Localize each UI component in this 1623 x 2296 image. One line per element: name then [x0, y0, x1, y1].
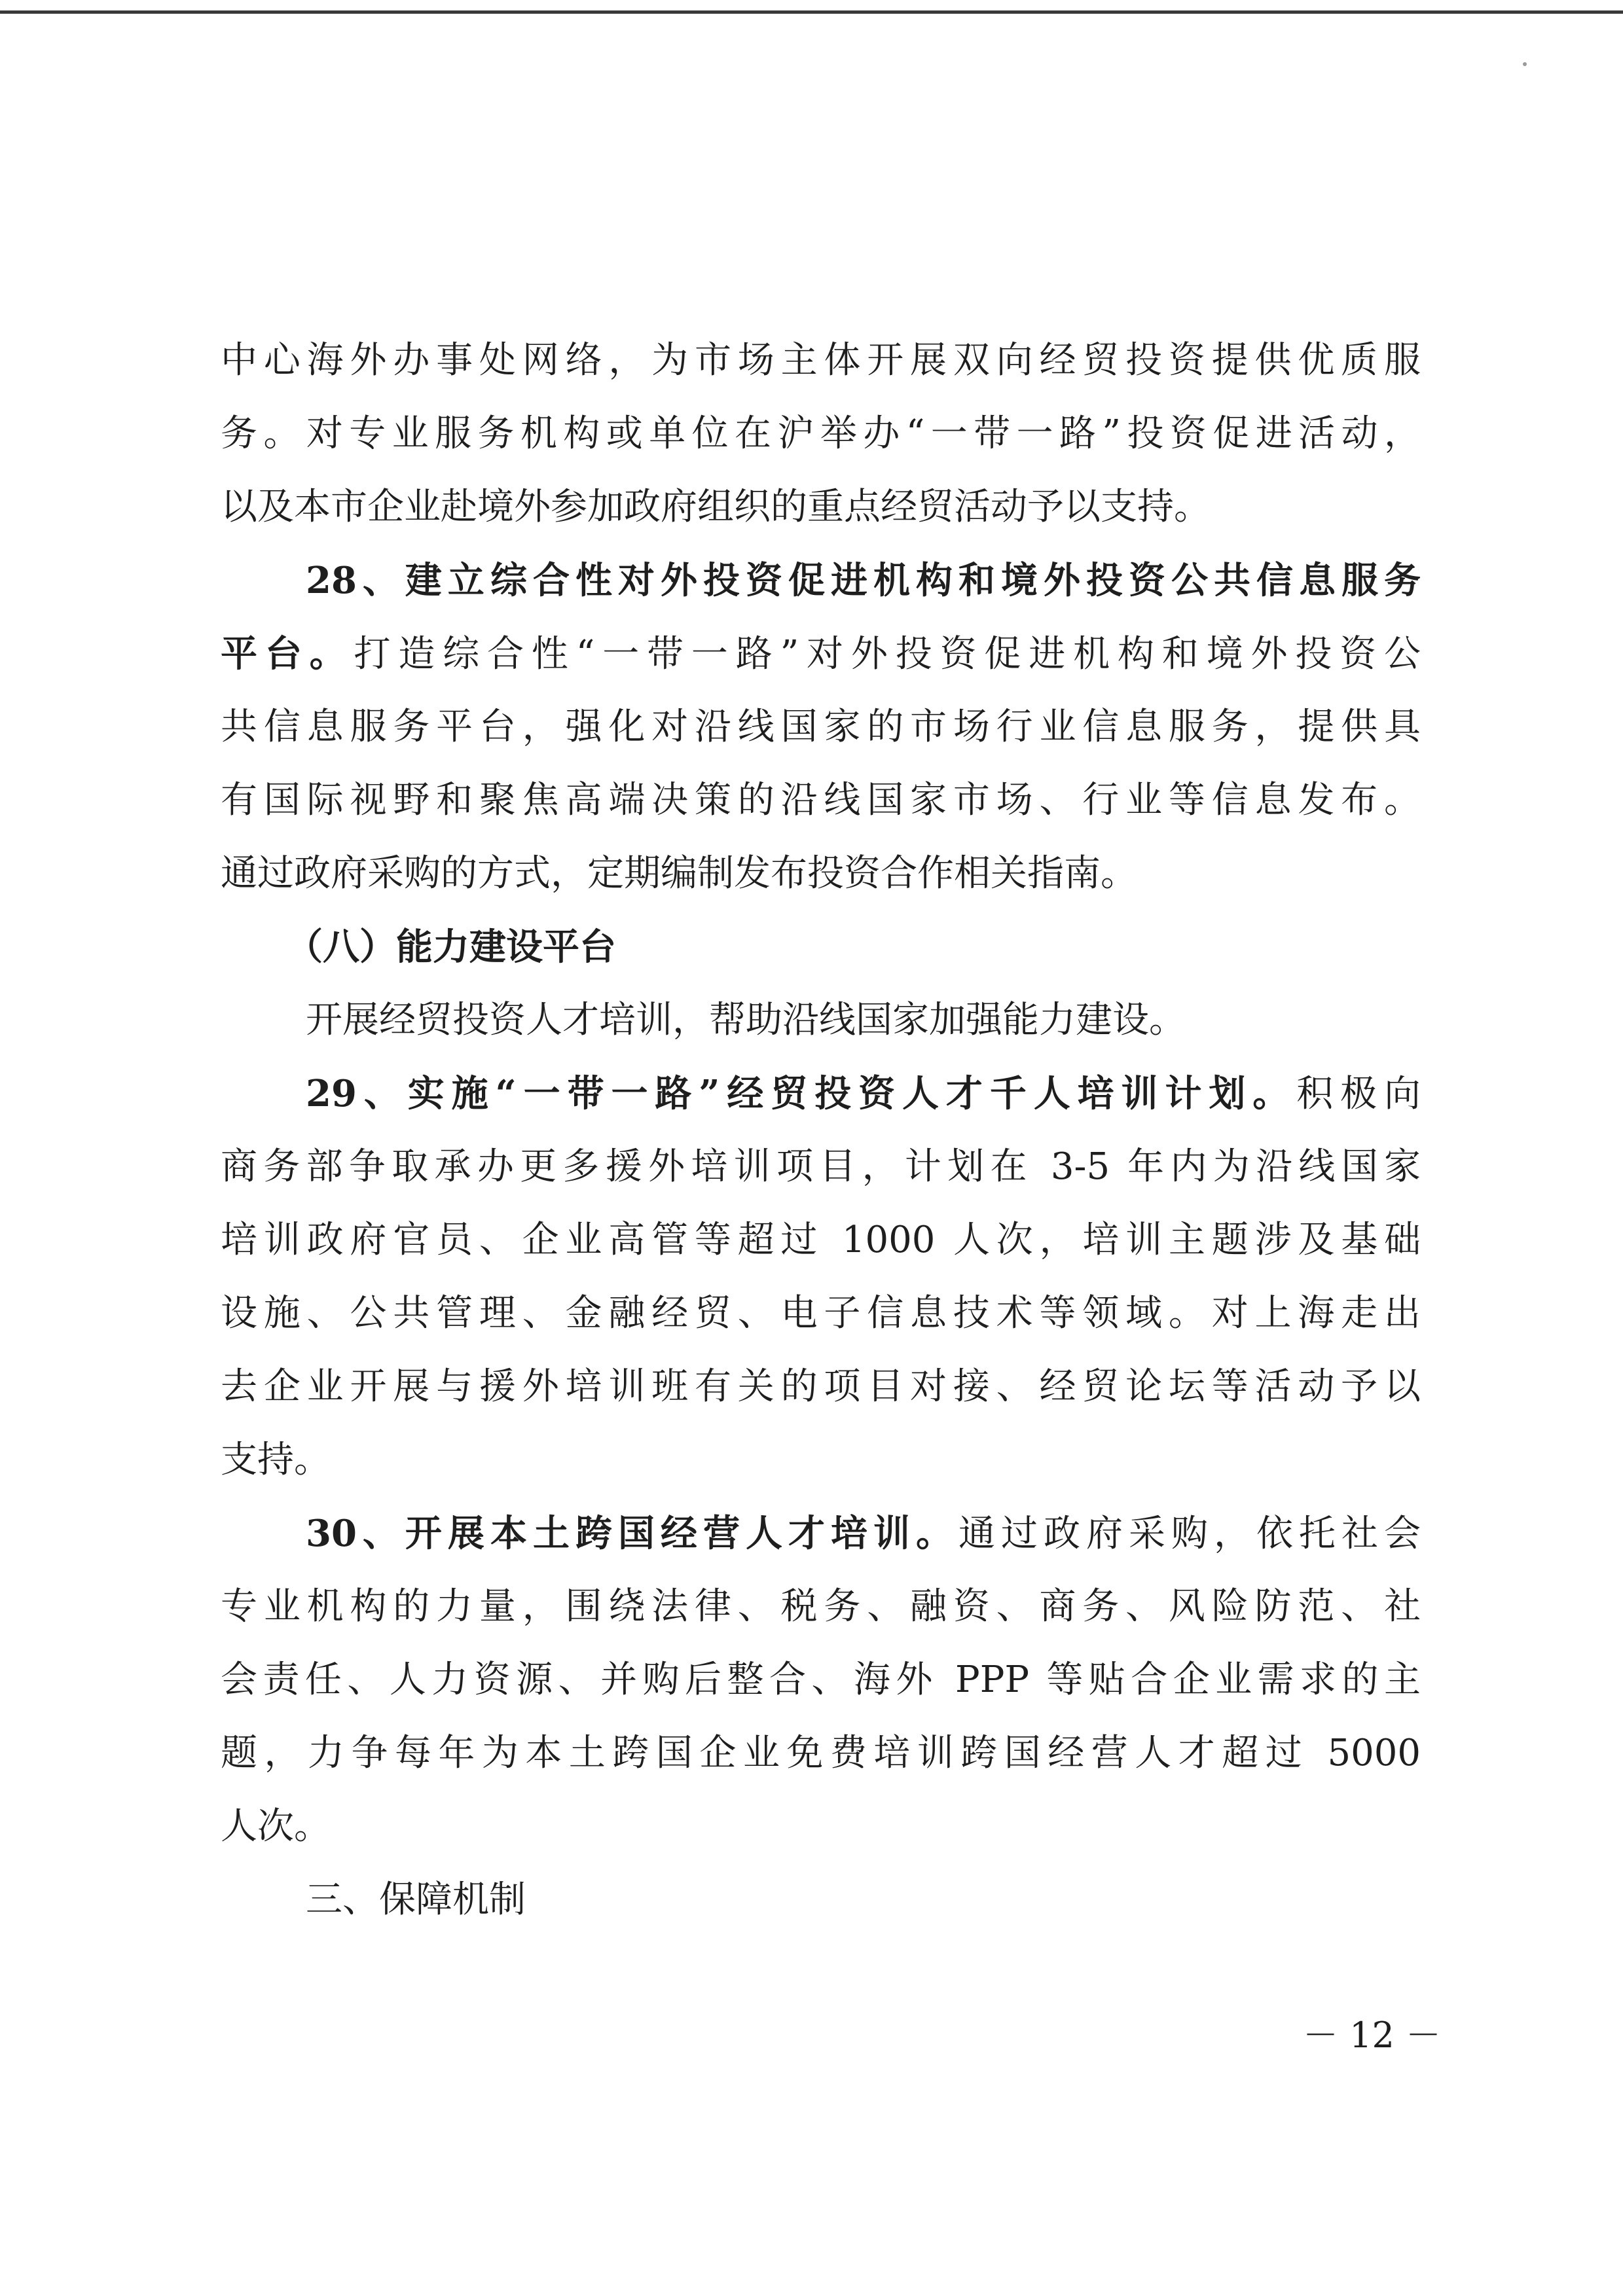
item-29-heading: 29、实施“一带一路”经贸投资人才千人培训计划。 — [306, 1072, 1297, 1115]
text-run: 专业机构的力量，围绕法律、税务、融资、商务、风险防范、社 — [221, 1585, 1421, 1628]
item-30-heading: 30、开展本土跨国经营人才培训。 — [306, 1512, 958, 1555]
text-run: 培训政府官员、企业高管等超过 1000 人次，培训主题涉及基础 — [221, 1219, 1421, 1261]
item-28-heading: 28、建立综合性对外投资促进机构和境外投资公共信息服务 — [306, 559, 1421, 602]
text-line — [221, 1570, 1421, 1643]
text-run: 开展经贸投资人才培训，帮助沿线国家加强能力建设。 — [306, 999, 1186, 1041]
text-run: 务。对专业服务机构或单位在沪举办“一带一路”投资促进活动， — [221, 412, 1421, 455]
item-29-heading-line — [221, 1057, 1421, 1130]
text-line — [221, 1424, 1421, 1497]
scan-speck — [1523, 62, 1527, 66]
chapter-heading-line — [221, 1863, 1421, 1937]
text-line — [221, 471, 1421, 544]
text-line — [221, 1130, 1421, 1204]
text-run: 设施、公共管理、金融经贸、电子信息技术等领域。对上海走出 — [221, 1292, 1421, 1335]
text-run: 中心海外办事处网络，为市场主体开展双向经贸投资提供优质服 — [221, 339, 1421, 382]
text-line — [221, 764, 1421, 837]
text-run: 支持。 — [221, 1439, 331, 1481]
text-line — [221, 397, 1421, 471]
section-heading-line — [221, 910, 1421, 984]
text-run: 有国际视野和聚焦高端决策的沿线国家市场、行业等信息发布。 — [221, 779, 1421, 821]
document-body — [221, 324, 1421, 1937]
section-heading: （八）能力建设平台 — [286, 925, 616, 969]
item-28-heading-end: 平台。 — [221, 632, 354, 675]
text-run: 通过政府采购的方式，定期编制发布投资合作相关指南。 — [221, 852, 1137, 895]
text-run: 通过政府采购，依托社会 — [958, 1513, 1421, 1555]
item-28-heading-line — [221, 544, 1421, 617]
chapter-heading: 三、保障机制 — [306, 1878, 526, 1921]
text-line — [221, 617, 1421, 691]
text-run: 打造综合性“一带一路”对外投资促进机构和境外投资公 — [354, 633, 1421, 675]
text-run: 题，力争每年为本土跨国企业免费培训跨国经营人才超过 5000 — [221, 1732, 1421, 1774]
text-line — [221, 1717, 1421, 1790]
text-run: 人次。 — [221, 1805, 331, 1848]
text-line — [221, 324, 1421, 397]
text-line — [221, 691, 1421, 764]
text-run: 商务部争取承办更多援外培训项目，计划在 3-5 年内为沿线国家 — [221, 1145, 1421, 1188]
text-run: 去企业开展与援外培训班有关的项目对接、经贸论坛等活动予以 — [221, 1365, 1421, 1408]
item-30-heading-line — [221, 1497, 1421, 1570]
text-line — [221, 1204, 1421, 1277]
text-run: 积极向 — [1296, 1073, 1421, 1115]
text-line — [221, 1350, 1421, 1424]
scan-top-edge — [0, 10, 1623, 14]
text-line — [221, 837, 1421, 910]
text-run: 会责任、人力资源、并购后整合、海外 PPP 等贴合企业需求的主 — [221, 1659, 1421, 1701]
text-run: 以及本市企业赴境外参加政府组织的重点经贸活动予以支持。 — [221, 486, 1211, 528]
page-number: － 12 － — [1303, 2015, 1442, 2056]
text-run: 共信息服务平台，强化对沿线国家的市场行业信息服务，提供具 — [221, 706, 1421, 748]
text-line — [221, 1790, 1421, 1863]
text-line — [221, 1277, 1421, 1350]
text-line — [221, 1643, 1421, 1717]
text-line — [221, 984, 1421, 1057]
